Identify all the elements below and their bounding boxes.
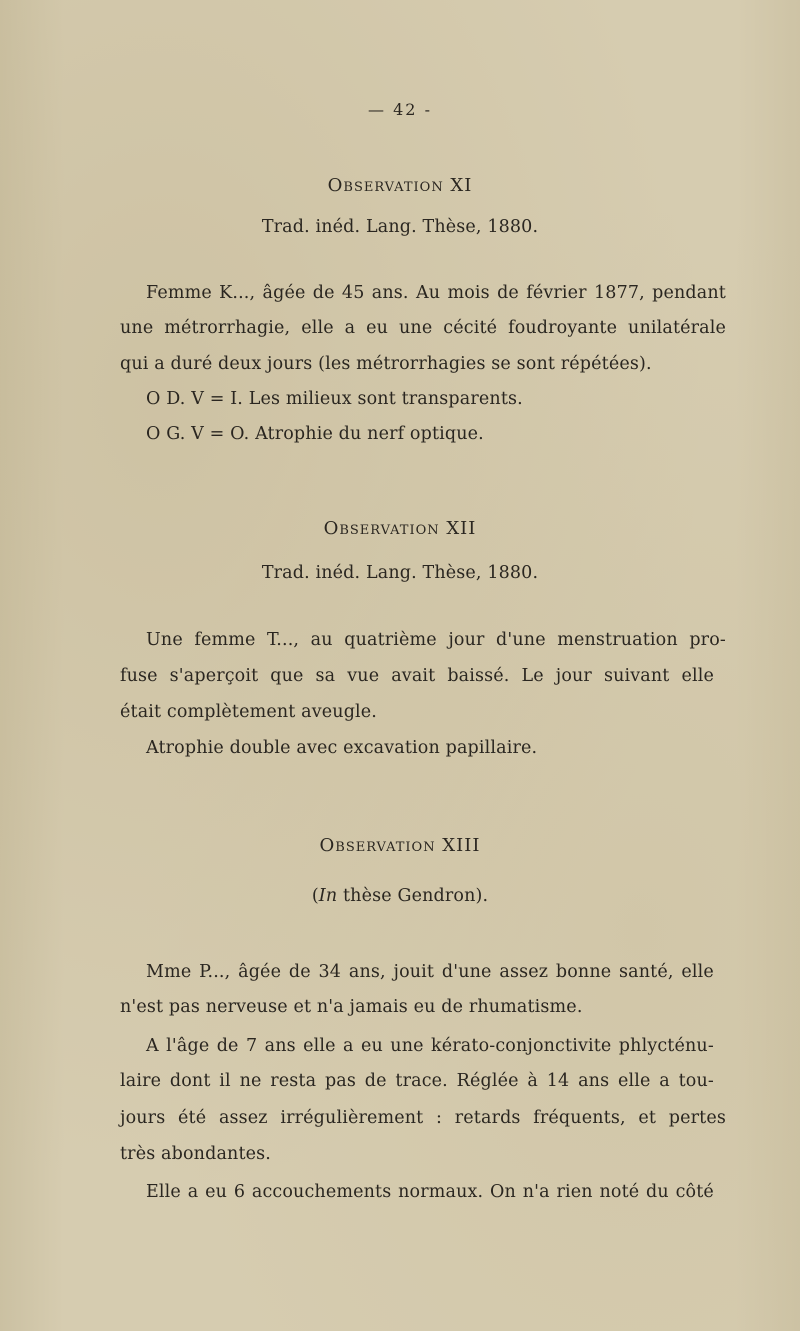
observation-12-line-2: fuse s'aperçoit que sa vue avait baissé. Le jour suivant elle — [120, 666, 714, 686]
observation-11-title: Observation XI — [327, 175, 473, 196]
observation-12-source: Trad. inéd. Lang. Thèse, 1880. — [261, 563, 539, 583]
observation-13-title: Observation XIII — [319, 835, 481, 856]
observation-11-line-5: O G. V = O. Atrophie du nerf optique. — [146, 424, 484, 444]
page-number: — 42 - — [368, 100, 432, 119]
observation-13-line-3: A l'âge de 7 ans elle a eu une kérato-conjonctivite phlycténu- — [146, 1036, 714, 1056]
observation-11-line-3: qui a duré deux jours (les métrorrhagies se sont répétées). — [120, 354, 652, 374]
observation-13-line-4: laire dont il ne resta pas de trace. Réglée à 14 ans elle a tou- — [120, 1071, 714, 1091]
observation-13-source-italic: In — [318, 886, 338, 906]
observation-13-line-5: jours été assez irrégulièrement : retards fréquents, et pertes — [120, 1108, 726, 1128]
observation-11-source: Trad. inéd. Lang. Thèse, 1880. — [261, 217, 539, 237]
observation-11-line-1: Femme K..., âgée de 45 ans. Au mois de février 1877, pendant — [146, 283, 726, 303]
observation-13-line-7: Elle a eu 6 accouchements normaux. On n'a rien noté du côté — [146, 1182, 714, 1202]
observation-13-line-2: n'est pas nerveuse et n'a jamais eu de rhumatisme. — [120, 997, 583, 1017]
observation-12-line-3: était complètement aveugle. — [120, 702, 378, 722]
observation-13-line-1: Mme P..., âgée de 34 ans, jouit d'une assez bonne santé, elle — [146, 962, 714, 982]
observation-12-title: Observation XII — [323, 518, 477, 539]
observation-12-line-4: Atrophie double avec excavation papillaire. — [146, 738, 538, 758]
observation-13-line-6: très abondantes. — [120, 1144, 271, 1164]
observation-11-line-2: une métrorrhagie, elle a eu une cécité foudroyante unilatérale — [120, 318, 726, 338]
observation-13-source-rest: thèse Gendron). — [337, 886, 489, 906]
observation-12-line-1: Une femme T..., au quatrième jour d'une menstruation pro- — [146, 630, 726, 650]
observation-11-line-4: O D. V = I. Les milieux sont transparents. — [146, 389, 523, 409]
observation-13-source-prefix: ( — [311, 886, 319, 906]
observation-13-source — [0, 886, 800, 906]
